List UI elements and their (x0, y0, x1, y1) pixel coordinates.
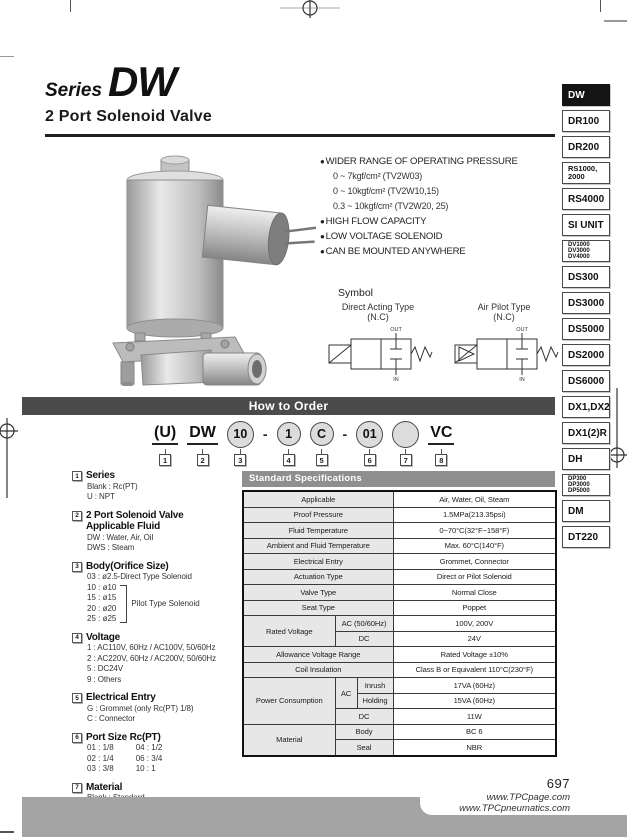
table-row: Seat Type Poppet (243, 600, 556, 616)
table-row: Holding 15VA (60Hz) (243, 693, 556, 709)
table-row: Applicable Air, Water, Oil, Steam (243, 491, 556, 507)
code-index-box: 7 (400, 454, 412, 466)
symbol-direct-acting: Direct Acting Type (N.C) OUT IN (322, 302, 434, 382)
code-index-box: 8 (435, 454, 447, 466)
table-row: DC 11W (243, 709, 556, 725)
tab-dh[interactable]: DH (562, 448, 610, 470)
table-row: Rated Voltage AC (50/60Hz) 100V, 200V (243, 616, 556, 632)
table-row: Coil Insulation Class B or Equivalent 110°C(230°F) (243, 662, 556, 678)
tab-dr200[interactable]: DR200 (562, 136, 610, 158)
tab-dx1-dx2[interactable]: DX1,DX2 (562, 396, 610, 418)
code-index-box: 2 (197, 454, 209, 466)
feature-item: ●LOW VOLTAGE SOLENOID (320, 231, 443, 242)
symbol-title: Symbol (338, 287, 374, 299)
tab-dv1000-3000-4000[interactable]: DV1000 DV3000 DV4000 (562, 240, 610, 262)
valve-symbol-pilot-icon (449, 324, 559, 382)
order-code-segment-6: 01 6 (356, 419, 383, 466)
tab-dm[interactable]: DM (562, 500, 610, 522)
side-index-tabs (562, 84, 610, 548)
spec-table (242, 490, 557, 757)
footer-bar-stub (560, 815, 627, 837)
code-index-box: 3 (234, 454, 246, 466)
table-row: Valve Type Normal Close (243, 585, 556, 601)
tab-rs1000-2000[interactable]: RS1000, 2000 (562, 162, 610, 184)
table-row: DC 24V (243, 631, 556, 647)
legend-body-orifice: 3 Body(Orifice Size) 03 : ø2.5-Direct Type Solenoid 10 : ø10 15 : ø15 20 : ø20 25 : ø25 Pilot Type Solenoid (72, 561, 252, 625)
footer-urls (420, 793, 627, 815)
legend-material: 7 Material (72, 782, 252, 815)
tab-ds2000[interactable]: DS2000 (562, 344, 610, 366)
tab-dt220[interactable]: DT220 (562, 526, 610, 548)
legend-electrical-entry: 5 Electrical Entry G : Grommet (only Rc(PT) 1/8) C : Connector (72, 692, 252, 725)
table-row: Actuation Type Direct or Pilot Solenoid (243, 569, 556, 585)
crop-mark-top-right-v (600, 0, 601, 12)
header-rule (45, 134, 555, 137)
symbol-air-pilot: Air Pilot Type (N.C) OUT IN (448, 302, 560, 382)
table-row: Ambient and Fluid Temperature Max. 60°C(140°F) (243, 538, 556, 554)
order-code-dash: - (262, 426, 268, 442)
url-tpcpneumatics[interactable]: www.TPCpneumatics.com (459, 802, 570, 814)
page-header (45, 58, 555, 126)
registration-mark-top-center (280, 0, 340, 18)
order-code-segment-1: (U) 1 (154, 423, 177, 465)
order-code-dash: - (342, 426, 348, 442)
order-code (152, 419, 454, 466)
feature-sub: 0 ~ 7kgf/cm² (TV2W03) (333, 171, 423, 181)
url-tpcpage[interactable]: www.TPCpage.com (486, 792, 570, 803)
order-code-segment-8: VC 8 (430, 423, 453, 465)
tab-si-unit[interactable]: SI UNIT (562, 214, 610, 236)
feature-item: ●WIDER RANGE OF OPERATING PRESSURE (320, 156, 518, 167)
order-code-segment-5: C 5 (310, 419, 334, 466)
order-code-segment-2: DW 2 (189, 423, 216, 465)
code-index-box: 4 (283, 454, 295, 466)
svg-text:OUT: OUT (516, 327, 528, 333)
bullet-icon: ● (320, 217, 325, 226)
product-photo-solenoid-valve (83, 154, 318, 386)
table-row: Seal NBR (243, 740, 556, 756)
bullet-icon: ● (320, 157, 325, 166)
symbol-section (322, 287, 562, 382)
crop-mark-bottom-left (0, 831, 14, 833)
tab-rs4000[interactable]: RS4000 (562, 188, 610, 210)
how-to-order-bar: How to Order (22, 397, 555, 415)
table-row: Proof Pressure 1.5MPa(213.35psi) (243, 507, 556, 523)
crop-mark-top-left-v (70, 0, 71, 12)
feature-item: ●HIGH FLOW CAPACITY (320, 216, 427, 227)
legend-series: 1 Series Blank : Rc(PT) U : NPT (72, 470, 252, 503)
bullet-icon: ● (320, 232, 325, 241)
valve-symbol-direct-icon (323, 324, 433, 382)
spec-table-title: Standard Specifications (242, 471, 555, 487)
table-row: Electrical Entry Grommet, Connector (243, 554, 556, 570)
feature-list (320, 156, 557, 261)
tab-dw[interactable]: DW (562, 84, 610, 106)
table-row: Fluid Temperature 0~70°C(32°F~158°F) (243, 523, 556, 539)
feature-item: ●CAN BE MOUNTED ANYWHERE (320, 246, 466, 257)
series-label: Series (45, 80, 103, 101)
tab-dr100[interactable]: DR100 (562, 110, 610, 132)
order-code-segment-3: 10 3 (227, 419, 254, 466)
svg-text:IN: IN (519, 377, 525, 382)
crop-mark-top-right-h (604, 20, 627, 22)
code-index-box: 6 (364, 454, 376, 466)
standard-specifications (242, 471, 555, 757)
order-code-segment-7 (392, 419, 419, 466)
order-code-segment-4: 1 4 (277, 419, 301, 466)
tab-ds6000[interactable]: DS6000 (562, 370, 610, 392)
pilot-bracket (120, 585, 127, 623)
code-index-box: 1 (159, 454, 171, 466)
page-number: 697 (546, 776, 570, 791)
bullet-icon: ● (320, 247, 325, 256)
tab-ds3000[interactable]: DS3000 (562, 292, 610, 314)
feature-sub: 0 ~ 10kgf/cm² (TV2W10,15) (333, 186, 439, 196)
svg-text:OUT: OUT (390, 327, 402, 333)
table-row: Allowance Voltage Range Rated Voltage ±10% (243, 647, 556, 663)
table-row: Material Body BC 6 (243, 724, 556, 740)
legend-applicable-fluid: 2 2 Port Solenoid Valve Applicable Fluid DW : Water, Air, Oil DWS : Steam (72, 510, 252, 554)
legend-port-size: 6 Port Size Rc(PT) 01 : 1/8 02 : 1/4 03 : 3/8 04 : 1/2 06 : 3/4 10 : 1 (72, 732, 252, 775)
legend-voltage: 4 Voltage 1 : AC110V, 60Hz / AC100V, 50/60Hz 2 : AC220V, 60Hz / AC200V, 50/60Hz 5 : DC24V 9 : Others (72, 632, 252, 686)
tab-dp300-3000-5000[interactable]: DP300 DP3000 DP5000 (562, 474, 610, 496)
registration-mark-left (0, 418, 20, 498)
series-code: DW (108, 58, 177, 105)
svg-text:IN: IN (393, 377, 399, 382)
code-index-box: 5 (316, 454, 328, 466)
tab-dx12r[interactable]: DX1(2)R (562, 422, 610, 444)
crop-mark-top-left-h (0, 56, 14, 57)
page-title: 2 Port Solenoid Valve (45, 108, 212, 125)
tab-ds5000[interactable]: DS5000 (562, 318, 610, 340)
order-code-legend (72, 470, 252, 837)
tab-ds300[interactable]: DS300 (562, 266, 610, 288)
table-row: Power Consumption AC Inrush 17VA (60Hz) (243, 678, 556, 694)
feature-sub: 0.3 ~ 10kgf/cm² (TV2W20, 25) (333, 201, 449, 211)
